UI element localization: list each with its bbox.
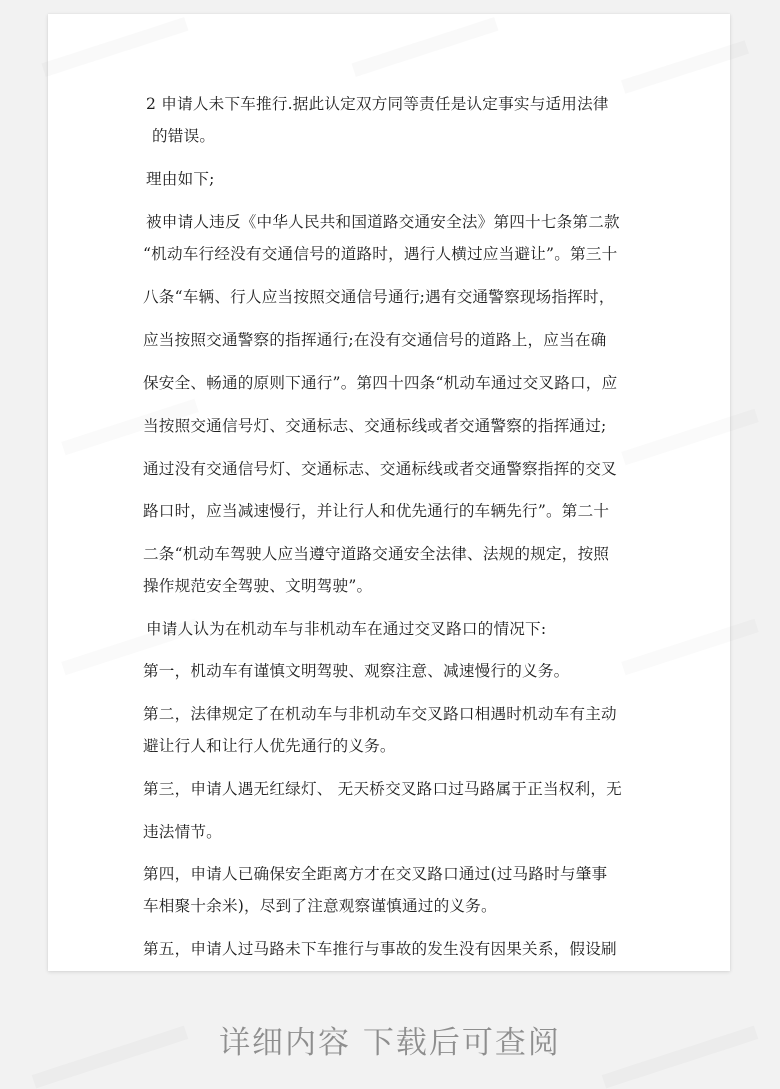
text-line: 保安全、畅通的原则下通行”。第四十四条“机动车通过交叉路口，应 — [143, 374, 618, 392]
text-line: “机动车行经没有交通信号的道路时，遇行人横过应当避让”。第三十 — [143, 245, 618, 263]
text-line: 二条“机动车驾驶人应当遵守道路交通安全法律、法规的规定，按照 — [143, 545, 610, 563]
text-line: 第五，申请人过马路未下车推行与事故的发生没有因果关系，假设刷 — [143, 940, 617, 958]
text-line: 第二，法律规定了在机动车与非机动车交叉路口相遇时机动车有主动 — [143, 705, 617, 723]
text-line: 通过没有交通信号灯、交通标志、交通标线或者交通警察指挥的交叉 — [143, 460, 617, 478]
text-line: 应当按照交通警察的指挥通行;在没有交通信号的道路上，应当在确 — [143, 331, 607, 349]
text-line: 八条“车辆、行人应当按照交通信号通行;遇有交通警察现场指挥时， — [143, 288, 615, 306]
text-line: 第一，机动车有谨慎文明驾驶、观察注意、减速慢行的义务。 — [143, 662, 570, 680]
text-line: 2 申请人未下车推行.据此认定双方同等责任是认定事实与适用法律 — [146, 95, 609, 113]
text-line: 操作规范安全驾驶、文明驾驶”。 — [143, 577, 373, 595]
text-line: 第三，申请人遇无红绿灯、 无天桥交叉路口过马路属于正当权利，无 — [143, 780, 622, 798]
text-line: 路口时，应当减速慢行，并让行人和优先通行的车辆先行”。第二十 — [143, 502, 610, 520]
download-hint[interactable]: 详细内容 下载后可查阅 — [219, 1025, 561, 1061]
text-line: 的错误。 — [152, 127, 216, 145]
text-line: 车相聚十余米)，尽到了注意观察谨慎通过的义务。 — [143, 897, 497, 915]
text-line: 申请人认为在机动车与非机动车在通过交叉路口的情况下: — [146, 620, 547, 638]
text-line: 被申请人违反《中华人民共和国道路交通安全法》第四十七条第二款 — [146, 213, 620, 231]
text-line: 避让行人和让行人优先通行的义务。 — [143, 737, 396, 755]
text-line: 违法情节。 — [143, 823, 222, 841]
text-line: 理由如下; — [146, 170, 215, 188]
text-line: 当按照交通信号灯、交通标志、交通标线或者交通警察的指挥通过; — [143, 417, 607, 435]
text-line: 第四，申请人已确保安全距离方才在交叉路口通过(过马路时与肇事 — [143, 865, 608, 883]
document-page — [48, 14, 730, 971]
